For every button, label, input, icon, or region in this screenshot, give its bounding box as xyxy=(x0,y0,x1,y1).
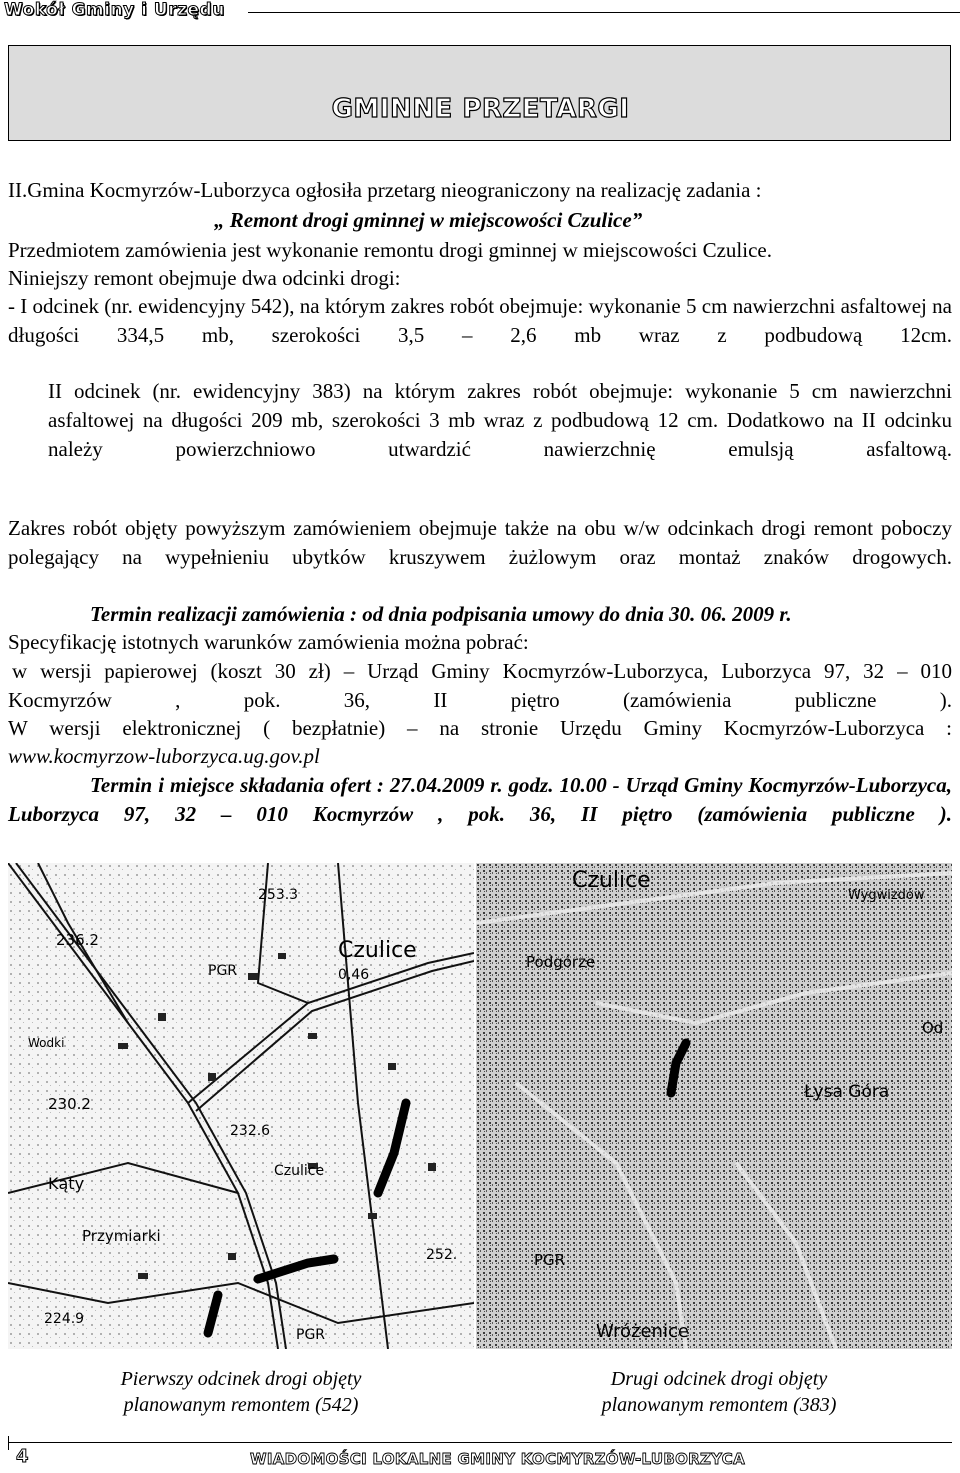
header-divider xyxy=(248,12,960,13)
publication-title: WIADOMOŚCI LOKALNE GMINY KOCMYRZÓW-LUBORZYCA xyxy=(250,1450,746,1468)
map-section-542 xyxy=(8,863,474,1349)
page-title: GMINNE PRZETARGI xyxy=(331,94,630,124)
map-label: Wróżenice xyxy=(596,1321,689,1342)
section-header-title: Wokół Gminy i Urzędu xyxy=(4,0,225,20)
map-383-caption-line1: Drugi odcinek drogi objęty xyxy=(610,1368,828,1390)
offer-deadline: Termin i miejsce składania ofert : 27.04.2009 r. godz. 10.00 - Urząd Gminy Kocmyrzów-Luborzyca, Luborzyca 97, 32 – 010 Kocmyrzów , pok. 36, II piętro (zamówienia publiczne ). xyxy=(8,773,952,826)
map-label: 253.3 xyxy=(258,887,299,903)
section-2-description: II odcinek (nr. ewidencyjny 383) na którym zakres robót obejmuje: wykonanie 5 cm nawierzchni asfaltowej na długości 209 mb, szerokości 3 mb wraz z podbudową 12 cm. Dodatkowo na II odcinku należy powierzchniowo utwardzić nawierzchnię emulsją asfaltową. xyxy=(48,379,952,461)
map-383-caption xyxy=(486,1366,952,1418)
specification-electronic: W wersji elektronicznej ( bezpłatnie) – na stronie Urzędu Gminy Kocmyrzów-Luborzyca : xyxy=(8,716,952,740)
map-label: Czulice xyxy=(274,1163,325,1179)
specification-paper: w wersji papierowej (koszt 30 zł) – Urząd Gminy Kocmyrzów-Luborzyca, Luborzyca 97, 32 – 010 Kocmyrzów , pok. 36, II piętro (zamówienia publiczne ). xyxy=(8,659,952,712)
map-label: Podgórze xyxy=(526,953,596,971)
map-label: 0,46 xyxy=(338,967,370,983)
map-label: 232.6 xyxy=(230,1123,271,1139)
additional-scope: Zakres robót objęty powyższym zamówieniem obejmuje także na obu w/w odcinkach drogi remont poboczy polegający na wypełnieniu ubytków kruszywem żużlowym oraz montaż znaków drogowych. xyxy=(8,516,952,569)
map-label: 230.2 xyxy=(48,1095,91,1113)
map-label: Czulice xyxy=(338,938,417,963)
map-label: Wygwizdów xyxy=(848,888,925,903)
map-542-caption-line2: planowanym remontem (542) xyxy=(123,1394,359,1416)
specification-intro: Specyfikację istotnych warunków zamówienia można pobrać: xyxy=(8,630,529,654)
section-1-description: - I odcinek (nr. ewidencyjny 542), na którym zakres robót obejmuje: wykonanie 5 cm nawierzchni asfaltowej na długości 334,5 mb, szerokości 3,5 – 2,6 mb wraz z podbudową 12cm. xyxy=(8,294,952,347)
map-label: 252. xyxy=(426,1247,458,1263)
map-label: PGR xyxy=(208,963,238,979)
completion-deadline: Termin realizacji zamówienia : od dnia podpisania umowy do dnia 30. 06. 2009 r. xyxy=(90,602,792,626)
map-label: Kąty xyxy=(48,1174,85,1193)
subject-line: Przedmiotem zamówienia jest wykonanie remontu drogi gminnej w miejscowości Czulice. xyxy=(8,238,772,262)
map-label: Łysa Góra xyxy=(804,1082,890,1102)
map-label: Czulice xyxy=(572,868,651,893)
map-section-383 xyxy=(476,863,952,1349)
footer-divider xyxy=(8,1442,952,1443)
footer-bar xyxy=(8,1436,9,1450)
intro-text: II.Gmina Kocmyrzów-Luborzyca ogłosiła przetarg nieograniczony na realizację zadania : xyxy=(8,178,762,202)
map-label: Przymiarki xyxy=(82,1227,161,1245)
map-542-caption-line1: Pierwszy odcinek drogi objęty xyxy=(120,1368,362,1390)
map-label: 236.2 xyxy=(56,931,99,949)
website-link[interactable]: www.kocmyrzow-luborzyca.ug.gov.pl xyxy=(8,744,320,768)
scope-line: Niniejszy remont obejmuje dwa odcinki drogi: xyxy=(8,266,401,290)
title-banner xyxy=(8,45,951,141)
map-383-caption-line2: planowanym remontem (383) xyxy=(601,1394,837,1416)
map-label: PGR xyxy=(296,1327,326,1343)
map-label: Od xyxy=(922,1019,944,1037)
map-542-caption xyxy=(8,1366,474,1418)
map-label: 224.9 xyxy=(44,1311,85,1327)
page-number: 4 xyxy=(16,1446,29,1467)
task-title: „ Remont drogi gminnej w miejscowości Czulice” xyxy=(214,208,643,232)
map-label: Wodki xyxy=(28,1036,65,1050)
map-label: PGR xyxy=(534,1251,566,1269)
